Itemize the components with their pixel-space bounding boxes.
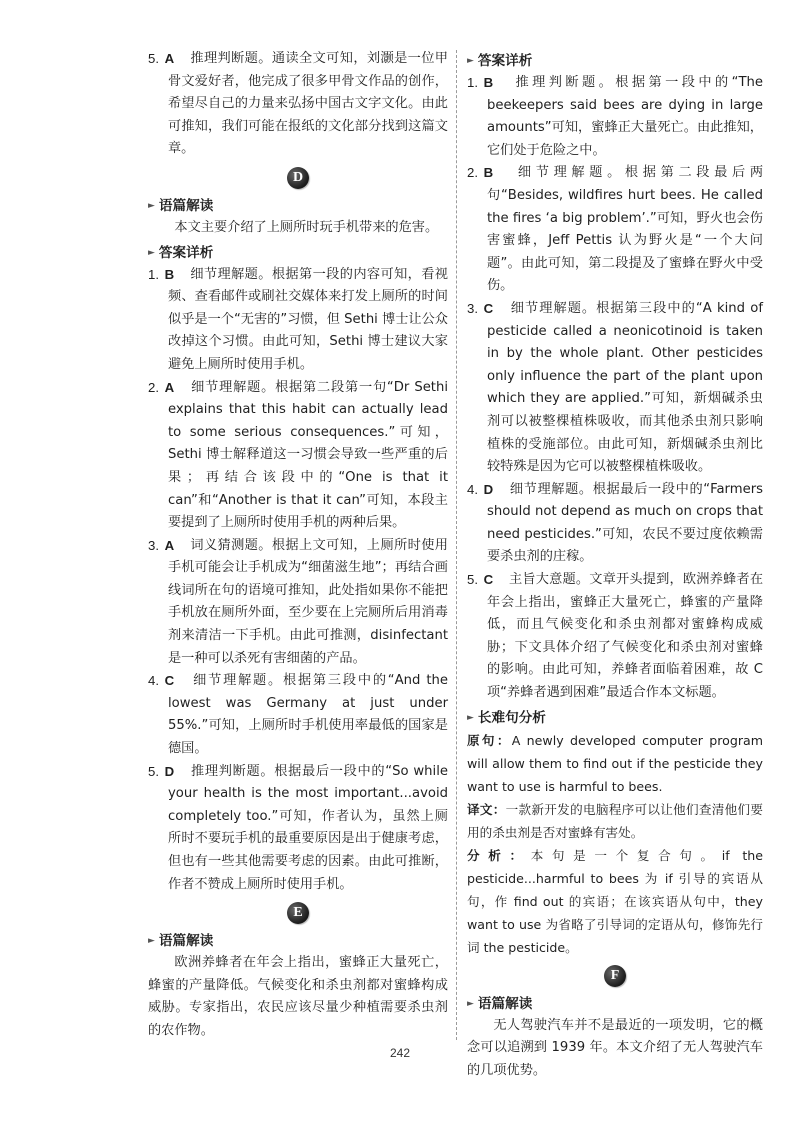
answer-item <box>148 377 448 535</box>
arrow-icon: ► <box>148 200 155 211</box>
right-column <box>467 48 763 1082</box>
item-answer: A <box>164 379 175 395</box>
answer-item <box>148 761 448 897</box>
answer-item <box>467 298 763 479</box>
item-number: 3. <box>467 300 478 316</box>
item-answer: C <box>483 572 494 588</box>
section-heading-reading: ► 语篇解读 <box>148 195 448 217</box>
item-answer: B <box>483 165 494 181</box>
answer-item <box>467 162 763 298</box>
item-number: 1. <box>467 75 478 90</box>
page-number: 242 <box>389 1046 411 1060</box>
item-answer: A <box>164 51 175 66</box>
item-number: 5. <box>148 763 159 779</box>
passage-summary: 无人驾驶汽车并不是最近的一项发明，它的概念可以追溯到 1939 年。本文介绍了无人驾驶汽车的几项优势。 <box>467 1017 763 1078</box>
item-number: 5. <box>467 572 478 588</box>
item-answer: B <box>164 266 175 282</box>
item-explanation: 主旨大意题。文章开头提到，欧洲养蜂者在年会上指出，蜜蜂正大量死亡，蜂蜜的产量降低，而且气候变化和杀虫剂都对蜜蜂构成威胁；下文具体介绍了气候变化和杀虫剂对蜜蜂的影响。由此可知，养蜂者面临着困难，故 C 项“养蜂者遇到困难”最适合作本文标题。 <box>487 572 764 701</box>
answer-item <box>148 264 448 377</box>
item-answer: B <box>483 75 494 90</box>
arrow-icon: ► <box>148 247 155 258</box>
answer-item <box>148 535 448 671</box>
original-sentence: 原句：A newly developed computer program will allow them to find out if the pesticide they want to use is harmful to bees. <box>467 732 763 794</box>
sentence-analysis: 分析：本句是一个复合句。if the pesticide...harmful to bees 为 if 引导的宾语从句，作 find out 的宾语；在该宾语从句中，they want to use 为省略了引导词的定语从句，修饰先行词 the pesticide。 <box>467 847 764 955</box>
item-number: 4. <box>467 481 478 497</box>
item-number: 2. <box>467 165 478 181</box>
item-explanation: 词义猜测题。根据上文可知，上厕所时使用手机可能会让手机成为“细菌滋生地”；再结合画线词所在句的语境可推知，此处指如果你不能把手机放在厕所外面，至少要在上完厕所后用消毒剂来清洁一下手机。由此可推测，disinfectant 是一种可以杀死有害细菌的产品。 <box>168 537 448 666</box>
passage-summary: 欧洲养蜂者在年会上指出，蜜蜂正大量死亡，蜂蜜的产量降低。气候变化和杀虫剂都对蜜蜂构成威胁。专家指出，农民应该尽量少种植需要杀虫剂的农作物。 <box>148 955 448 1038</box>
item-explanation: 推理判断题。通读全文可知，刘灏是一位甲骨文爱好者，他完成了很多甲骨文作品的创作，希望尽自己的力量来弘扬中国古文字文化。由此可推知，我们可能在报纸的文化部分找到这篇文章。 <box>168 51 448 157</box>
section-heading-answers: ► 答案详析 <box>467 50 763 72</box>
item-explanation: 细节理解题。根据第三段中的“And the lowest was Germany at just under 55%.”可知，上厕所时手机使用率最低的国家是德国。 <box>168 673 449 757</box>
item-number: 4. <box>148 673 159 689</box>
item-explanation: 细节理解题。根据第二段第一句“Dr Sethi explains that this habit can actually lead to some serious consequences.”可知，Sethi 博士解释道这一习惯会导致一些严重的后果；再结合该段中的“One is that it can”和“Another is that it can”可知，本段主要提到了上厕所时使用手机的两种后果。 <box>168 379 448 531</box>
translation: 译文：一款新开发的电脑程序可以让他们查清他们要用的杀虫剂是否对蜜蜂有害处。 <box>467 801 764 840</box>
passage-summary: 本文主要介绍了上厕所时玩手机带来的危害。 <box>174 219 439 235</box>
passage-badge-e: E <box>287 902 309 924</box>
column-divider <box>456 50 457 1040</box>
answer-item <box>467 569 763 705</box>
answer-item <box>148 48 448 161</box>
item-number: 2. <box>148 379 159 395</box>
item-explanation: 细节理解题。根据第一段的内容可知，看视频、查看邮件或刷社交媒体来打发上厕所的时间似乎是一个“无害的”习惯，但 Sethi 博士让公众改掉这个习惯。由此可知，Sethi 博士建议大家避免上厕所时使用手机。 <box>168 266 448 372</box>
item-number: 3. <box>148 537 159 553</box>
arrow-icon: ► <box>467 712 474 723</box>
arrow-icon: ► <box>467 56 474 66</box>
answer-item <box>467 72 763 162</box>
item-explanation: 细节理解题。根据第二段最后两句“Besides, wildfires hurt bees. He called the fires ‘a big problem’.”可知，野火也会伤害蜜蜂，Jeff Pettis 认为野火是“一个大问题”。由此可知，第二段提及了蜜蜂在野火中受伤。 <box>487 165 764 294</box>
left-column <box>148 48 448 1043</box>
item-explanation: 细节理解题。根据最后一段中的“Farmers should not depend as much on crops that need pesticides.”可知，农民不要过度依赖需要杀虫剂的庄稼。 <box>487 481 764 565</box>
section-heading-reading: ► 语篇解读 <box>148 930 448 952</box>
item-answer: D <box>483 481 494 497</box>
item-answer: C <box>483 300 494 316</box>
item-explanation: 推理判断题。根据第一段中的“The beekeepers said bees are dying in large amounts”可知，蜜蜂正大量死亡。由此推知，它们处于危险之中。 <box>487 75 764 158</box>
item-number: 5. <box>148 51 159 66</box>
item-answer: D <box>164 763 175 779</box>
item-explanation: 推理判断题。根据最后一段中的“So while your health is the most important...avoid completely too.”可知，作者认为，虽然上厕所时不要玩手机的最重要原因是出于健康考虑，但也有一些其他需要考虑的因素。由此可推断，作者不赞成上厕所时使用手机。 <box>168 763 448 892</box>
item-number: 1. <box>148 266 159 282</box>
item-answer: A <box>164 537 175 553</box>
arrow-icon: ► <box>148 936 155 947</box>
passage-badge-f: F <box>604 965 626 987</box>
section-heading-answers: ► 答案详析 <box>148 242 448 264</box>
answer-item <box>148 670 448 760</box>
section-heading-long-sentence: ► 长难句分析 <box>467 707 763 729</box>
item-answer: C <box>164 673 175 689</box>
item-explanation: 细节理解题。根据第三段中的“A kind of pesticide called a neonicotinoid is taken in by the whole plant. Other pesticides only influence the part of the plant upon which they are applied.”可知，新烟碱杀虫剂可以被整棵植株吸收，而其他杀虫剂只影响植株的受施部位。由此可知，新烟碱杀虫剂比较特殊是因为它可以被整棵植株吸收。 <box>487 300 763 475</box>
passage-badge-d: D <box>287 167 309 189</box>
arrow-icon: ► <box>467 998 474 1009</box>
answer-item <box>467 479 763 569</box>
section-heading-reading: ► 语篇解读 <box>467 993 763 1015</box>
